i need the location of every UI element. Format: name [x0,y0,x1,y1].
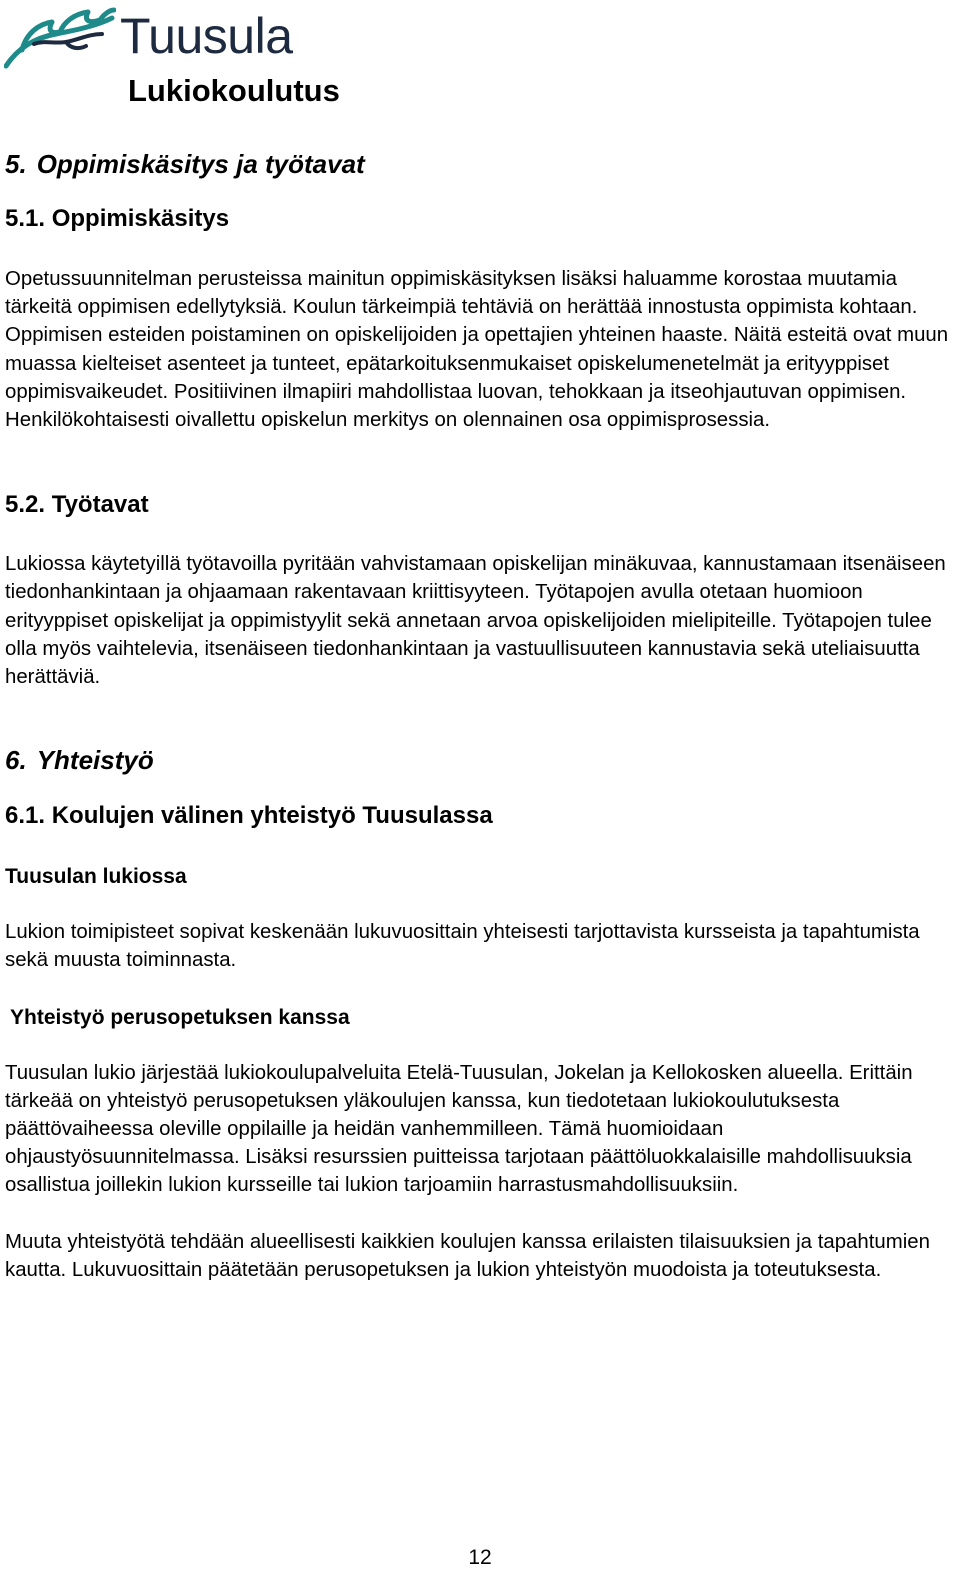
subsection-tuusulan-lukiossa-heading: Tuusulan lukiossa [5,865,187,889]
section-5-number: 5. [5,149,27,179]
subsection-perusopetus-paragraph-1: Tuusulan lukio järjestää lukiokoulupalveluita Etelä-Tuusulan, Jokelan ja Kellokosken alueella. Erittäin tärkeää on yhteistyö perusopetuksen yläkoulujen kanssa, kun tiedotetaan lukiokoulutuksesta päättövaiheessa oleville oppilaille ja heidän vanhemmilleen. Tämä huomioidaan ohjaustyösuunnitelmassa. Lisäksi resurssien puitteissa tarjotaan päättöluokkalaisille mahdollisuuksia osallistua joillekin lukion kursseille tai lukion tarjoamiin harrastusmahdollisuuksiin. [5,1061,913,1197]
section-5-title: Oppimiskäsitys ja työtavat [36,149,365,179]
section-6-title: Yhteistyö [36,745,154,776]
section-5-heading [5,146,950,182]
section-6-1-heading: 6.1. Koulujen välinen yhteistyö Tuusulassa [5,802,493,830]
subsection-tuusulan-lukiossa-paragraph: Lukion toimipisteet sopivat keskenään lukuvuosittain yhteisesti tarjottavista kursseista ja tapahtumista sekä muusta toiminnasta. [5,921,920,972]
section-6-heading [5,742,950,778]
section-5-2-paragraph: Lukiossa käytetyillä työtavoilla pyritään vahvistamaan opiskelijan minäkuvaa, kannustamaan itsenäiseen tiedonhankintaan ja ohjaamaan rakentavaan kriittisyyteen. Työtapojen avulla otetaan huomioon erityyppiset opiskelijat ja oppimistyylit sekä annetaan arvoa opiskelijoiden mielipiteille. Työtapojen tulee olla myös vaihtelevia, itsenäiseen tiedonhankintaan ja vastuullisuuteen kannustavia sekä uteliaisuutta herättäviä. [5,553,946,689]
header-subtitle: Lukiokoulutus [128,73,340,108]
page-header [0,0,960,115]
section-5-1-heading: 5.1. Oppimiskäsitys [5,205,230,232]
oak-leaf-icon [4,4,116,70]
page-number: 12 [468,1546,492,1569]
brand-name: Tuusula [120,8,293,64]
section-6-number: 6. [5,745,27,776]
document-body [5,146,950,1284]
subsection-perusopetus-paragraph-2: Muuta yhteistyötä tehdään alueellisesti kaikkien koulujen kanssa erilaisten tilaisuuksien ja tapahtumien kautta. Lukuvuosittain päätetään perusopetuksen ja lukion yhteistyön muodoista ja toteutuksesta. [5,1230,930,1281]
section-5-2-heading: 5.2. Työtavat [5,491,149,519]
section-5-1-paragraph: Opetussuunnitelman perusteissa mainitun oppimiskäsityksen lisäksi haluamme korostaa muutamia tärkeitä oppimisen edellytyksiä. Koulun tärkeimpiä tehtäviä on herättää innostusta oppimista kohtaan. Oppimisen esteiden poistaminen on opiskelijoiden ja opettajien yhteinen haaste. Näitä esteitä ovat muun muassa kielteiset asenteet ja tunteet, epätarkoituksenmukaiset opiskelumenetelmät ja erityyppiset oppimisvaikeudet. Positiivinen ilmapiiri mahdollistaa luovan, tehokkaan ja itseohjautuvan oppimisen. Henkilökohtaisesti oivallettu opiskelun merkitys on olennainen osa oppimisprosessia. [5,268,949,432]
subsection-perusopetus-heading: Yhteistyö perusopetuksen kanssa [10,1005,350,1029]
